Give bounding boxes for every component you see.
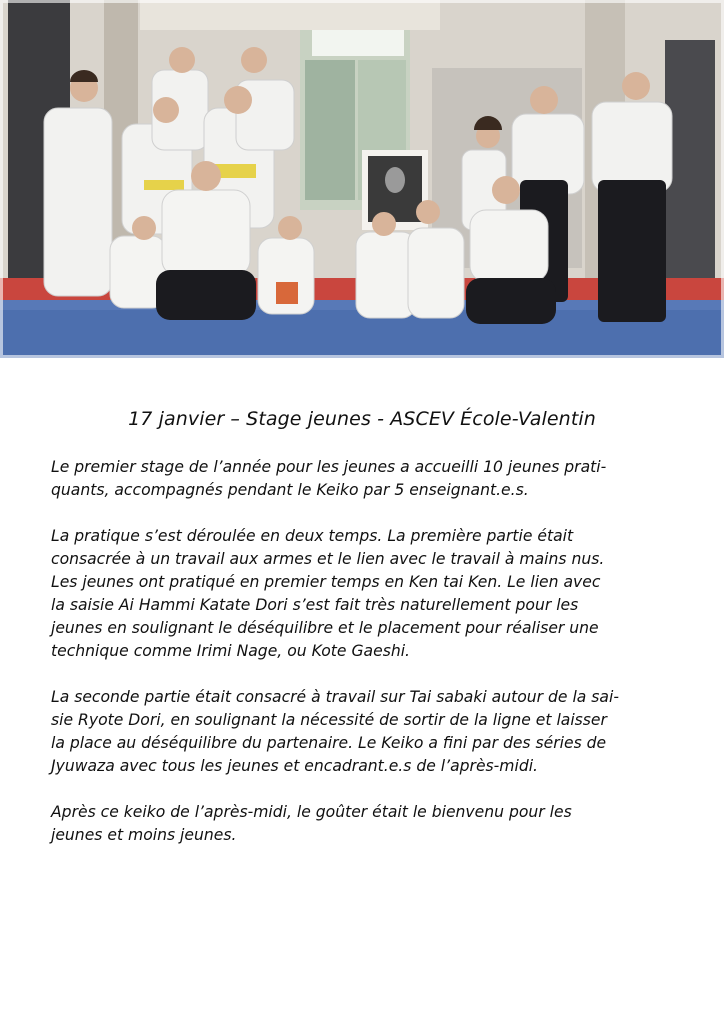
text-line: jeunes en soulignant le déséquilibre et le placement pour réaliser une (51, 619, 599, 637)
group-photo-aikido-dojo-icon (0, 0, 724, 358)
text-line: quants, accompagnés pendant le Keiko par 5 enseignant.e.s. (51, 481, 529, 499)
text-line: sie Ryote Dori, en soulignant la nécessité de sortir de la ligne et laisser (51, 711, 607, 729)
text-line: La pratique s’est déroulée en deux temps. La première partie était (51, 527, 574, 545)
text-line: La seconde partie était consacré à travail sur Tai sabaki autour de la sai- (51, 688, 619, 706)
text-line: Après ce keiko de l’après-midi, le goûter était le bienvenu pour les (51, 803, 572, 821)
text-line: technique comme Irimi Nage, ou Kote Gaeshi. (51, 642, 410, 660)
text-line: Le premier stage de l’année pour les jeunes a accueilli 10 jeunes prati- (51, 458, 607, 476)
text-line: jeunes et moins jeunes. (51, 826, 237, 844)
text-line: consacrée à un travail aux armes et le lien avec le travail à mains nus. (51, 550, 605, 568)
paragraph-4 (51, 801, 675, 847)
paragraph-3 (51, 686, 675, 778)
paragraph-1 (51, 456, 675, 502)
article-body (51, 456, 675, 870)
text-line: Jyuwaza avec tous les jeunes et encadrant.e.s de l’après-midi. (51, 757, 539, 775)
article-title: 17 janvier – Stage jeunes - ASCEV École-Valentin (128, 408, 596, 430)
text-line: la saisie Ai Hammi Katate Dori s’est fait très naturellement pour les (51, 596, 579, 614)
text-line: Les jeunes ont pratiqué en premier temps en Ken tai Ken. Le lien avec (51, 573, 601, 591)
paragraph-2 (51, 525, 675, 663)
text-line: la place au déséquilibre du partenaire. Le Keiko a fini par des séries de (51, 734, 607, 752)
group-photo (0, 0, 724, 358)
